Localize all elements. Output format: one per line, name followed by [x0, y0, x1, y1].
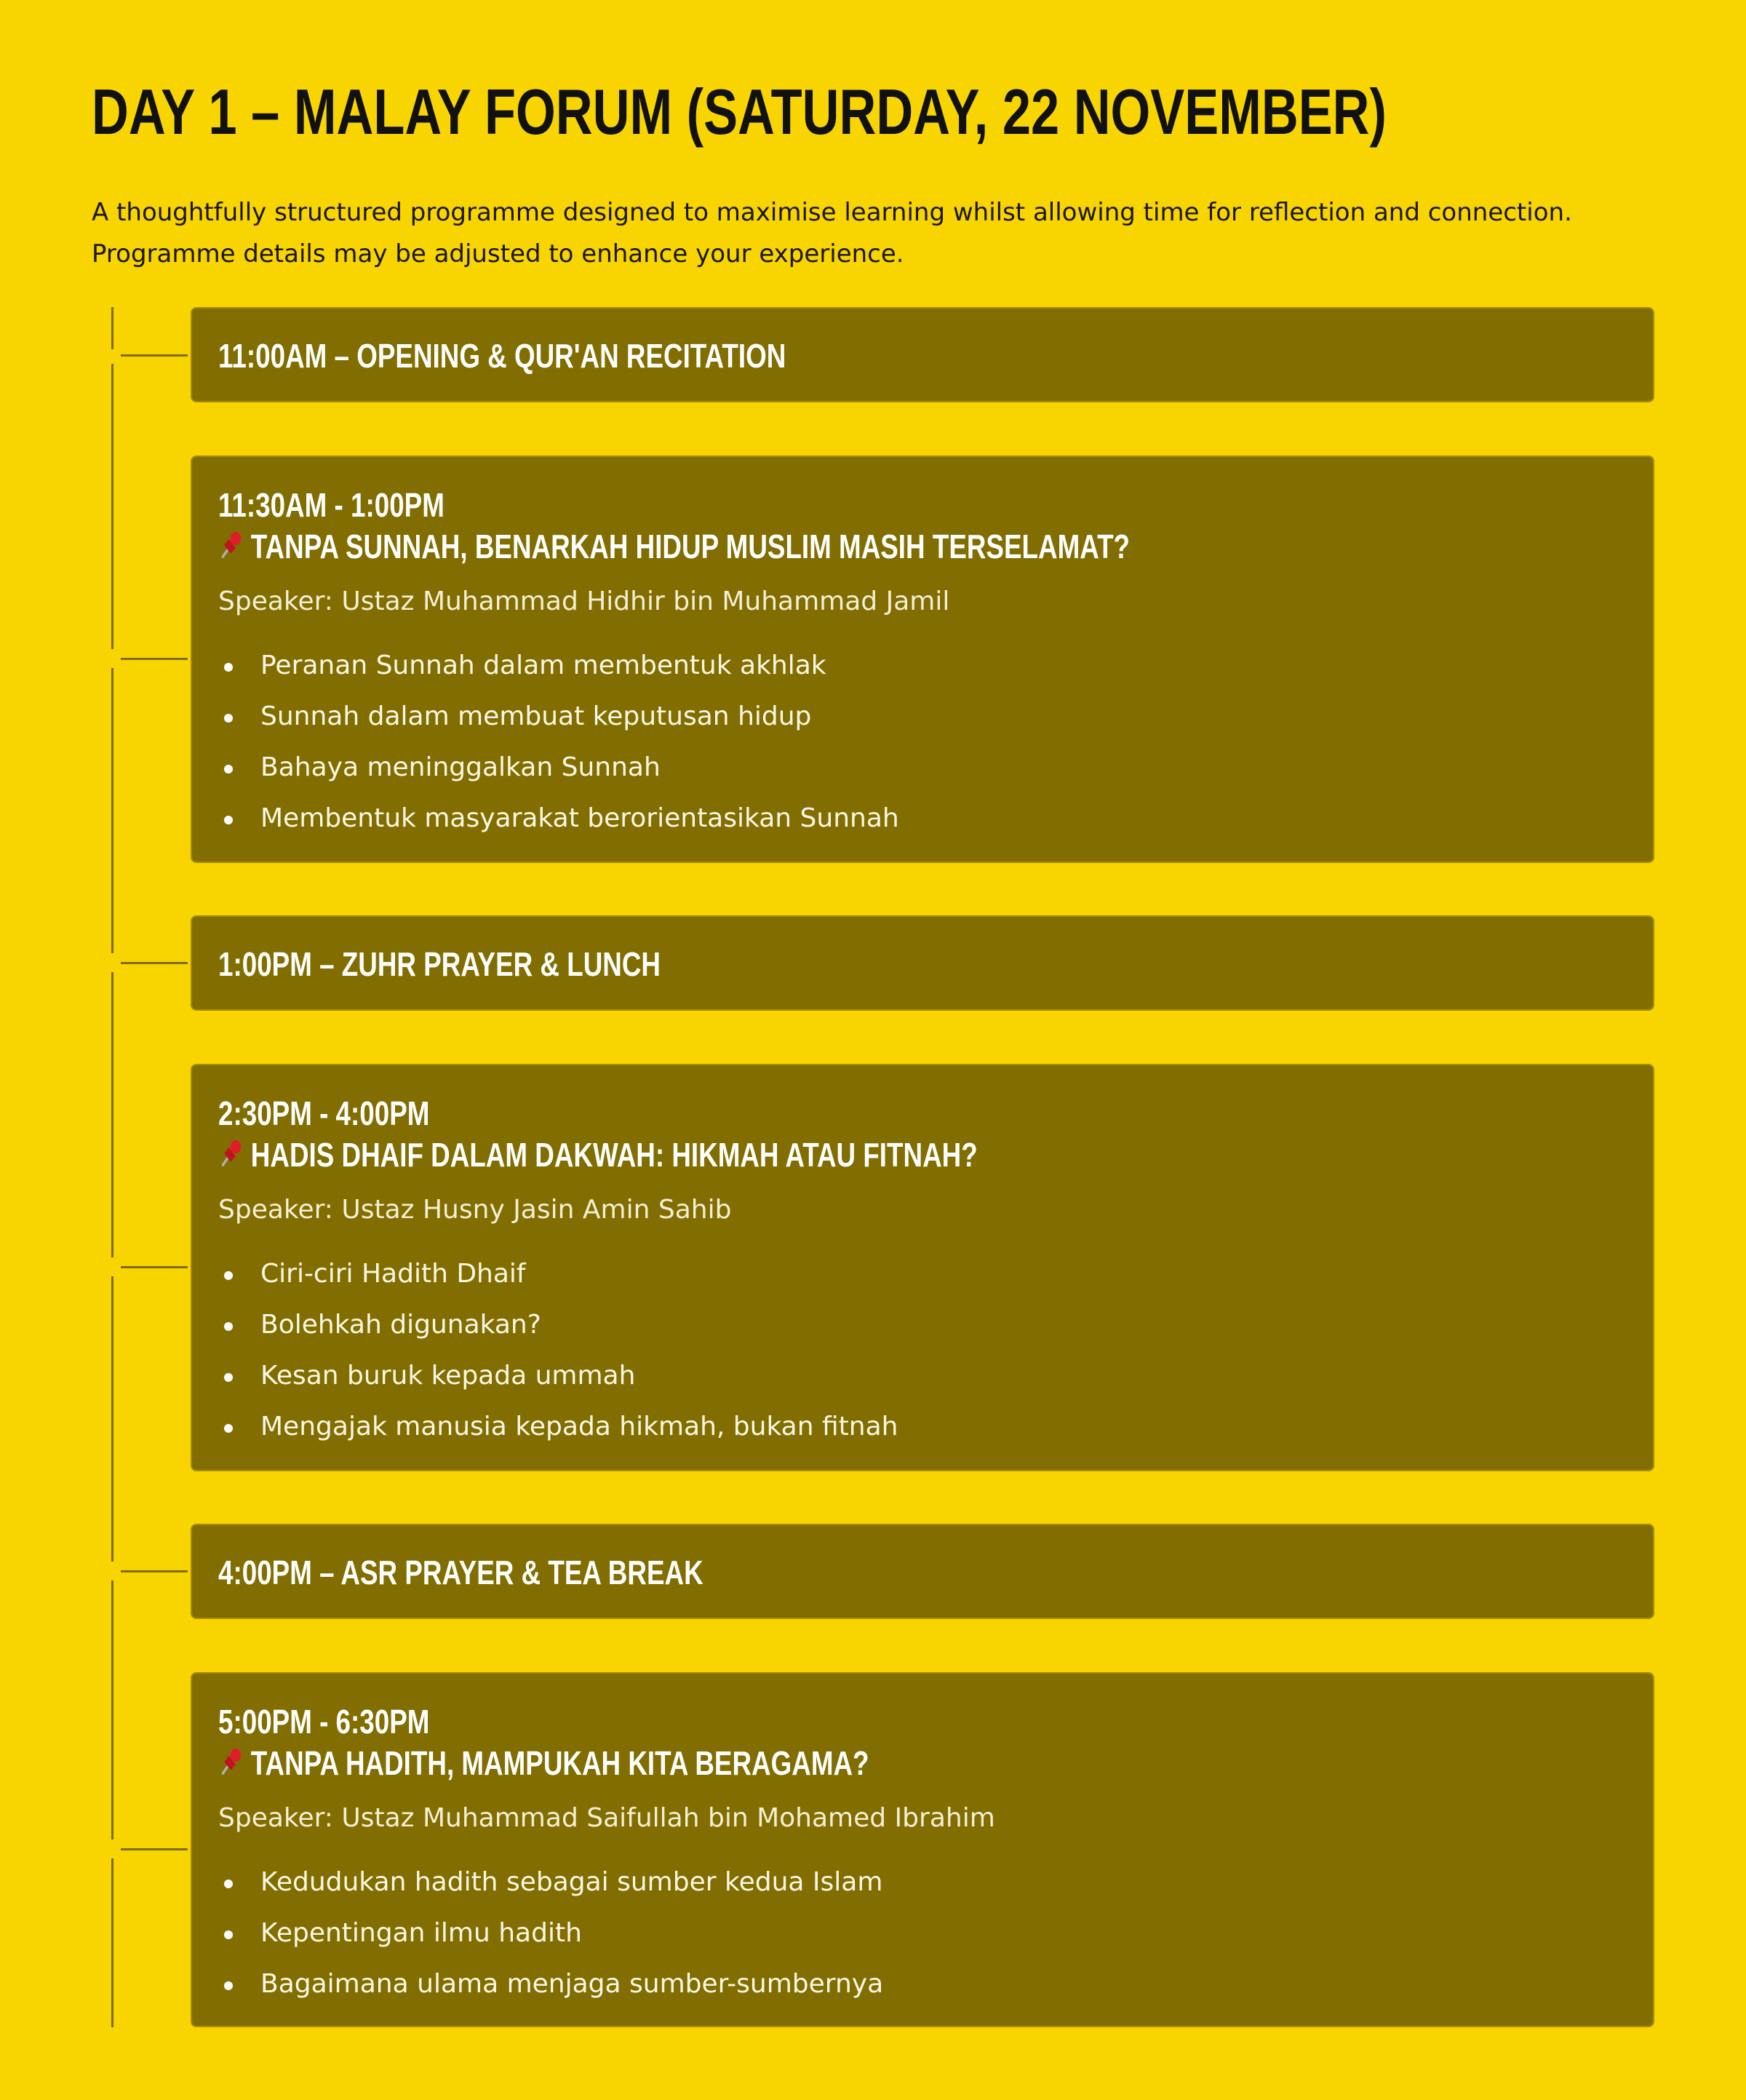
intro-paragraph: A thoughtfully structured programme designed to maximise learning whilst allowing time for reflection and connection. Programme details may be adjusted to enhance your experience.	[92, 198, 1572, 269]
session-topic-text: HADIS DHAIF DALAM DAKWAH: HIKMAH ATAU FITNAH?	[250, 1136, 978, 1174]
session-speaker: Speaker: Ustaz Muhammad Hidhir bin Muhammad Jamil	[218, 586, 950, 616]
session-topic-text: TANPA SUNNAH, BENARKAH HIDUP MUSLIM MASIH TERSELAMAT?	[250, 528, 1131, 565]
timeline-segment	[111, 668, 113, 953]
session-speaker: Speaker: Ustaz Husny Jasin Amin Sahib	[218, 1195, 732, 1225]
session-points	[218, 1249, 898, 1452]
break-label: 1:00PM – ZUHR PRAYER & LUNCH	[218, 945, 661, 983]
timeline-segment	[111, 364, 113, 649]
session-speaker: Speaker: Ustaz Muhammad Saifullah bin Mohamed Ibrahim	[218, 1803, 995, 1833]
schedule-item-session-1	[191, 456, 1654, 863]
pushpin-icon	[218, 1137, 244, 1169]
schedule-item-session-3	[191, 1672, 1654, 2027]
session-points	[218, 640, 899, 844]
timeline-segment	[111, 1858, 113, 2027]
timeline-connector	[121, 962, 188, 964]
break-label: 11:00AM – OPENING & QUR'AN RECITATION	[218, 337, 786, 375]
session-time: 2:30PM - 4:00PM	[218, 1094, 430, 1132]
session-topic	[218, 1134, 978, 1176]
schedule-item-zuhr	[191, 915, 1654, 1011]
timeline-segment	[111, 307, 113, 349]
list-item: Peranan Sunnah dalam membentuk akhlak	[218, 640, 899, 691]
pushpin-icon	[218, 529, 244, 561]
timeline-connector	[121, 1266, 188, 1268]
timeline-segment	[111, 972, 113, 1257]
list-item: Bahaya meninggalkan Sunnah	[218, 742, 899, 793]
list-item: Kedudukan hadith sebagai sumber kedua Islam	[218, 1857, 883, 1908]
list-item: Mengajak manusia kepada hikmah, bukan fitnah	[218, 1401, 898, 1452]
session-time: 5:00PM - 6:30PM	[218, 1703, 430, 1741]
list-item: Kesan buruk kepada ummah	[218, 1351, 898, 1401]
list-item: Kepentingan ilmu hadith	[218, 1908, 883, 1959]
timeline-segment	[111, 1580, 113, 1840]
list-item: Membentuk masyarakat berorientasikan Sunnah	[218, 793, 899, 844]
break-label: 4:00PM – ASR PRAYER & TEA BREAK	[218, 1554, 703, 1591]
schedule-item-opening	[191, 307, 1654, 402]
list-item: Sunnah dalam membuat keputusan hidup	[218, 691, 899, 742]
pushpin-icon	[218, 1746, 244, 1778]
timeline-connector	[121, 658, 188, 660]
timeline-segment	[111, 1276, 113, 1562]
session-topic	[218, 1743, 869, 1784]
session-points	[218, 1857, 883, 2010]
list-item: Bagaimana ulama menjaga sumber-sumbernya	[218, 1959, 883, 2010]
schedule-item-asr	[191, 1524, 1654, 1619]
session-time: 11:30AM - 1:00PM	[218, 486, 445, 524]
timeline-connector	[121, 1570, 188, 1572]
timeline-connector	[121, 1848, 188, 1850]
page-title: DAY 1 – MALAY FORUM (SATURDAY, 22 NOVEMBER)	[92, 76, 1387, 148]
session-topic	[218, 526, 1130, 568]
session-topic-text: TANPA HADITH, MAMPUKAH KITA BERAGAMA?	[250, 1744, 869, 1782]
timeline-connector	[121, 354, 188, 357]
list-item: Bolehkah digunakan?	[218, 1300, 898, 1351]
schedule-item-session-2	[191, 1064, 1654, 1471]
list-item: Ciri-ciri Hadith Dhaif	[218, 1249, 898, 1300]
